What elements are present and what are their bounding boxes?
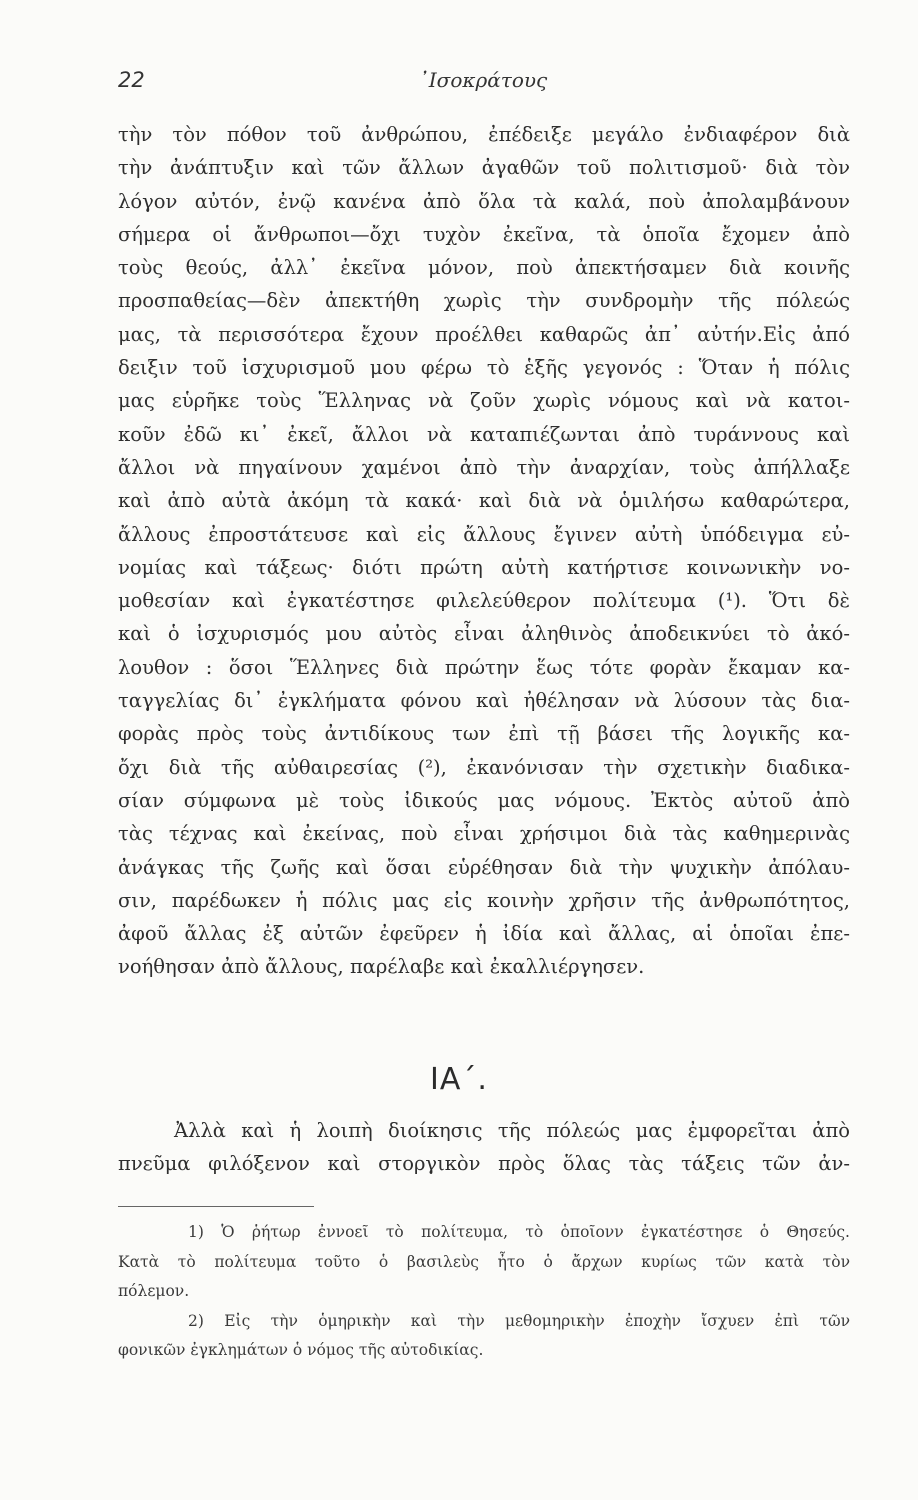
footnote-line: φονικῶν ἐγκλημάτων ὁ νόμος τῆς αὐτοδικίας. — [118, 1341, 484, 1359]
text-line: λόγον αὐτόν, ἐνῷ κανένα ἀπὸ ὅλα τὰ καλά, ποὺ ἀπολαμβάνουν — [118, 189, 850, 213]
text-line: τὰς τέχνας καὶ ἐκείνας, ποὺ εἶναι χρήσιμοι διὰ τὰς καθημερινὰς — [118, 822, 850, 846]
text-line: καὶ ἀπὸ αὐτὰ ἀκόμη τὰ κακά· καὶ διὰ νὰ ὁμιλήσω καθαρώτερα, — [118, 489, 850, 513]
page-header — [118, 68, 848, 102]
text-line: ἄλλους ἐπροστάτευσε καὶ εἰς ἄλλους ἔγινεν αὐτὴ ὑπόδειγμα εὐ- — [118, 522, 850, 546]
text-line: σίαν σύμφωνα μὲ τοὺς ἰδικούς μας νόμους. Ἐκτὸς αὐτοῦ ἀπὸ — [118, 788, 850, 812]
text-line: ὄχι διὰ τῆς αὐθαιρεσίας (²), ἐκανόνισαν τὴν σχετικὴν διαδικα- — [118, 755, 850, 779]
footnote-line: 2) Εἰς τὴν ὁμηρικὴν καὶ τὴν μεθομηρικὴν ἐποχὴν ἴσχυεν ἐπὶ τῶν — [188, 1311, 850, 1330]
text-line: τοὺς θεούς, ἀλλ᾿ ἐκεῖνα μόνον, ποὺ ἀπεκτήσαμεν διὰ κοινῆς — [118, 256, 850, 280]
running-title: ᾿Ισοκράτους — [418, 68, 548, 92]
text-line: σήμερα οἱ ἄνθρωποι—ὄχι τυχὸν ἐκεῖνα, τὰ ὁποῖα ἔχομεν ἀπὸ — [118, 222, 850, 246]
text-line: δειξιν τοῦ ἰσχυρισμοῦ μου φέρω τὸ ἑξῆς γεγονός : Ὅταν ἡ πόλις — [118, 356, 850, 380]
text-line: μας εὑρῆκε τοὺς Ἕλληνας νὰ ζοῦν χωρὶς νόμους καὶ νὰ κατοι- — [118, 389, 850, 413]
footnote-line: 1) Ὁ ῥήτωρ ἐννοεῖ τὸ πολίτευμα, τὸ ὁποῖονν ἐγκατέστησε ὁ Θησεύς. — [188, 1223, 850, 1241]
text-line: σιν, παρέδωκεν ἡ πόλις μας εἰς κοινὴν χρῆσιν τῆς ἀνθρωπότητος, — [118, 888, 850, 912]
text-line: τὴν τὸν πόθον τοῦ ἀνθρώπου, ἐπέδειξε μεγάλο ἐνδιαφέρον διὰ — [118, 123, 850, 146]
footnote-divider — [118, 1206, 314, 1207]
footnote-line: πόλεμον. — [118, 1282, 190, 1300]
section-heading: ΙΑ΄. — [430, 1062, 488, 1097]
text-line: φορὰς πρὸς τοὺς ἀντιδίκους των ἐπὶ τῇ βάσει τῆς λογικῆς κα- — [118, 722, 850, 746]
footnote-line: Κατὰ τὸ πολίτευμα τοῦτο ὁ βασιλεὺς ἦτο ὁ ἄρχων κυρίως τῶν κατὰ τὸν — [118, 1252, 850, 1271]
page-number: 22 — [118, 68, 145, 92]
text-line: νοήθησαν ἀπὸ ἄλλους, παρέλαβε καὶ ἐκαλλιέργησεν. — [118, 955, 645, 979]
text-line: λουθον : ὅσοι Ἕλληνες διὰ πρώτην ἕως τότε φορὰν ἔκαμαν κα- — [118, 655, 850, 679]
text-line: πνεῦμα φιλόξενον καὶ στοργικὸν πρὸς ὅλας τὰς τάξεις τῶν ἀν- — [118, 1152, 850, 1176]
text-line: ἄλλοι νὰ πηγαίνουν χαμένοι ἀπὸ τὴν ἀναρχίαν, τοὺς ἀπήλλαξε — [118, 455, 850, 479]
text-line: μοθεσίαν καὶ ἐγκατέστησε φιλελεύθερον πολίτευμα (¹). Ὅτι δὲ — [118, 589, 850, 613]
text-line: Ἀλλὰ καὶ ἡ λοιπὴ διοίκησις τῆς πόλεώς μας ἐμφορεῖται ἀπὸ — [174, 1119, 850, 1142]
text-line: ταγγελίας δι᾿ ἐγκλήματα φόνου καὶ ἠθέλησαν νὰ λύσουν τὰς δια- — [118, 689, 850, 713]
footnotes — [118, 1218, 850, 1366]
section-paragraph — [118, 1114, 850, 1181]
text-line: τὴν ἀνάπτυξιν καὶ τῶν ἄλλων ἀγαθῶν τοῦ πολιτισμοῦ· διὰ τὸν — [118, 156, 850, 180]
main-paragraph — [118, 118, 850, 984]
text-line: μας, τὰ περισσότερα ἔχουν προέλθει καθαρῶς ἀπ᾿ αὐτήν.Εἰς ἀπό — [118, 322, 850, 346]
text-line: νομίας καὶ τάξεως· διότι πρώτη αὐτὴ κατήρτισε κοινωνικὴν νο- — [118, 555, 850, 579]
text-line: καὶ ὁ ἰσχυρισμός μου αὐτὸς εἶναι ἀληθινὸς ἀποδεικνύει τὸ ἀκό- — [118, 622, 850, 646]
text-line: προσπαθείας—δὲν ἀπεκτήθη χωρὶς τὴν συνδρομὴν τῆς πόλεώς — [118, 289, 850, 313]
text-line: κοῦν ἐδῶ κι᾿ ἐκεῖ, ἄλλοι νὰ καταπιέζωνται ἀπὸ τυράννους καὶ — [118, 422, 850, 446]
text-line: ἀνάγκας τῆς ζωῆς καὶ ὅσαι εὑρέθησαν διὰ τὴν ψυχικὴν ἀπόλαυ- — [118, 855, 850, 879]
text-line: ἀφοῦ ἄλλας ἐξ αὐτῶν ἐφεῦρεν ἡ ἰδία καὶ ἄλλας, αἱ ὁποῖαι ἐπε- — [118, 922, 850, 946]
